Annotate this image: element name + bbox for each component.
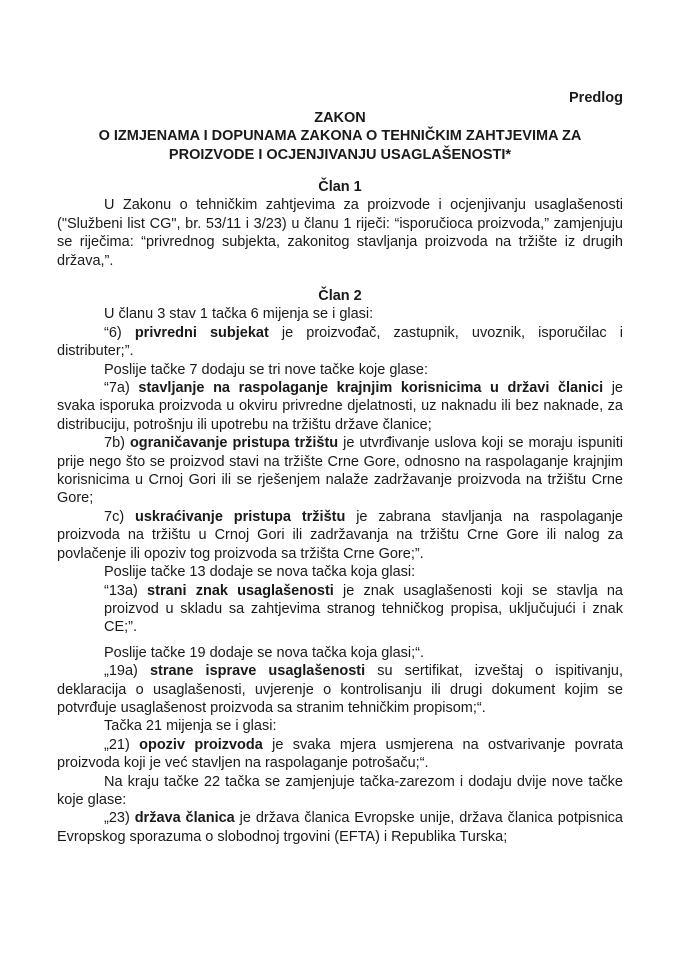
- item-number: „23): [104, 810, 135, 827]
- definition-paragraph: [57, 379, 623, 434]
- item-number: 7b): [104, 435, 130, 452]
- defined-term: ograničavanje pristupa tržištu: [129, 435, 339, 452]
- definition-text: je znak usaglašenosti koji se stavlja na proizvod u skladu sa zahtjevima stranog tehničkog propisa, uključujući i znak CE;”.: [104, 582, 624, 636]
- article-paragraph: Na kraju tačke 22 tačka se zamjenjuje tačka-zarezom i dodaju dvije nove tačke koje glase:: [57, 773, 623, 808]
- defined-term: strane isprave usaglašenosti: [149, 663, 366, 680]
- article-paragraph: Poslije tačke 19 dodaje se nova tačka koja glasi;“.: [104, 644, 424, 661]
- definition-text: je zabrana stavljanja na raspolaganje proizvoda na tržištu u Crnoj Gori ili zadržavanja na tržištu Crne Gore ili nalog za povlačenje ili opoziv tog proizvoda sa tržišta Crne Gore;”.: [57, 508, 623, 562]
- article-1: [57, 178, 623, 270]
- definition-text: je svaka isporuka proizvoda u okviru privredne djelatnosti, uz naknadu ili bez naknade, za distribuciju, potrošnju ili upotrebu na tržištu države članice;: [57, 380, 623, 433]
- item-number: “6): [104, 324, 135, 341]
- item-number: „19a): [104, 663, 150, 680]
- title-line-3: PROIZVODE I OCJENJIVANJU USAGLAŠENOSTI*: [168, 146, 512, 163]
- definition-text: su sertifikat, izveštaj o ispitivanju, deklaracija o usaglašenosti, uvjerenje o kontrolisanju ili drugi dokument kojim se potvrđuje usaglašenost proizvoda sa stranim tehničkim propisom;“.: [57, 663, 623, 716]
- definition-paragraph: [57, 324, 623, 361]
- defined-term: stavljanje na raspolaganje krajnjim korisnicima u državi članici: [138, 380, 604, 397]
- definition-text: je utvrđivanje uslova koji se moraju ispuniti prije nego što se proizvod stavi na tržište Crne Gore, odnosno na raspolaganje krajnjim korisnicima u Crnoj Gori ili se rješenjem nalaže zadržavanje proizvoda na tržištu Crne Gore;: [57, 435, 623, 507]
- definition-paragraph: [57, 662, 623, 717]
- article-heading: Član 2: [318, 288, 362, 304]
- item-number: “7a): [104, 380, 139, 397]
- article-heading: Član 1: [318, 179, 362, 195]
- definition-paragraph: [57, 582, 623, 637]
- article-paragraph: Poslije tačke 7 dodaju se tri nove tačke koje glase:: [104, 361, 429, 378]
- title-line-2: O IZMJENAMA I DOPUNAMA ZAKONA O TEHNIČKIM ZAHTJEVIMA ZA: [98, 128, 582, 145]
- document-status-label: Predlog: [569, 90, 623, 106]
- item-number: 7c): [104, 508, 136, 525]
- definition-paragraph: [57, 809, 623, 846]
- item-number: “13a): [104, 582, 148, 599]
- defined-term: privredni subjekat: [134, 324, 269, 341]
- defined-term: država članica: [134, 810, 235, 827]
- defined-term: strani znak usaglašenosti: [147, 582, 334, 599]
- article-paragraph: U Zakonu o tehničkim zahtjevima za proizvode i ocjenjivanju usaglašenosti ("Službeni list CG", br. 53/11 i 3/23) u članu 1 riječi: “isporučioca proizvoda,” zamjenjuju se riječima: “privrednog subjekta, zakonitog stavljanja proizvoda na tržište iz drugih država,”.: [57, 197, 623, 269]
- defined-term: opoziv proizvoda: [139, 736, 263, 753]
- definition-text: je svaka mjera usmjerena na ostvarivanje povrata proizvoda koji je već stavljen na raspolaganje potrošaču;“.: [57, 736, 624, 772]
- article-paragraph: U članu 3 stav 1 tačka 6 mijenja se i glasi:: [104, 306, 374, 323]
- definition-paragraph: [57, 434, 623, 508]
- defined-term: uskraćivanje pristupa tržištu: [135, 508, 346, 525]
- article-2: [57, 287, 623, 846]
- definition-paragraph: [57, 508, 623, 563]
- article-paragraph: Poslije tačke 13 dodaje se nova tačka koja glasi:: [104, 564, 416, 581]
- title-line-1: ZAKON: [314, 110, 366, 126]
- definition-paragraph: [57, 736, 623, 773]
- item-number: „21): [104, 736, 140, 753]
- article-paragraph: Tačka 21 mijenja se i glasi:: [104, 718, 277, 735]
- definition-text: je proizvođač, zastupnik, uvoznik, isporučilac i distributer;”.: [57, 324, 624, 360]
- definition-text: je država članica Evropske unije, država članica potpisnica Evropskog sporazuma o slobodnoj trgovini (EFTA) i Republika Turska;: [57, 810, 623, 845]
- law-title: [57, 109, 623, 164]
